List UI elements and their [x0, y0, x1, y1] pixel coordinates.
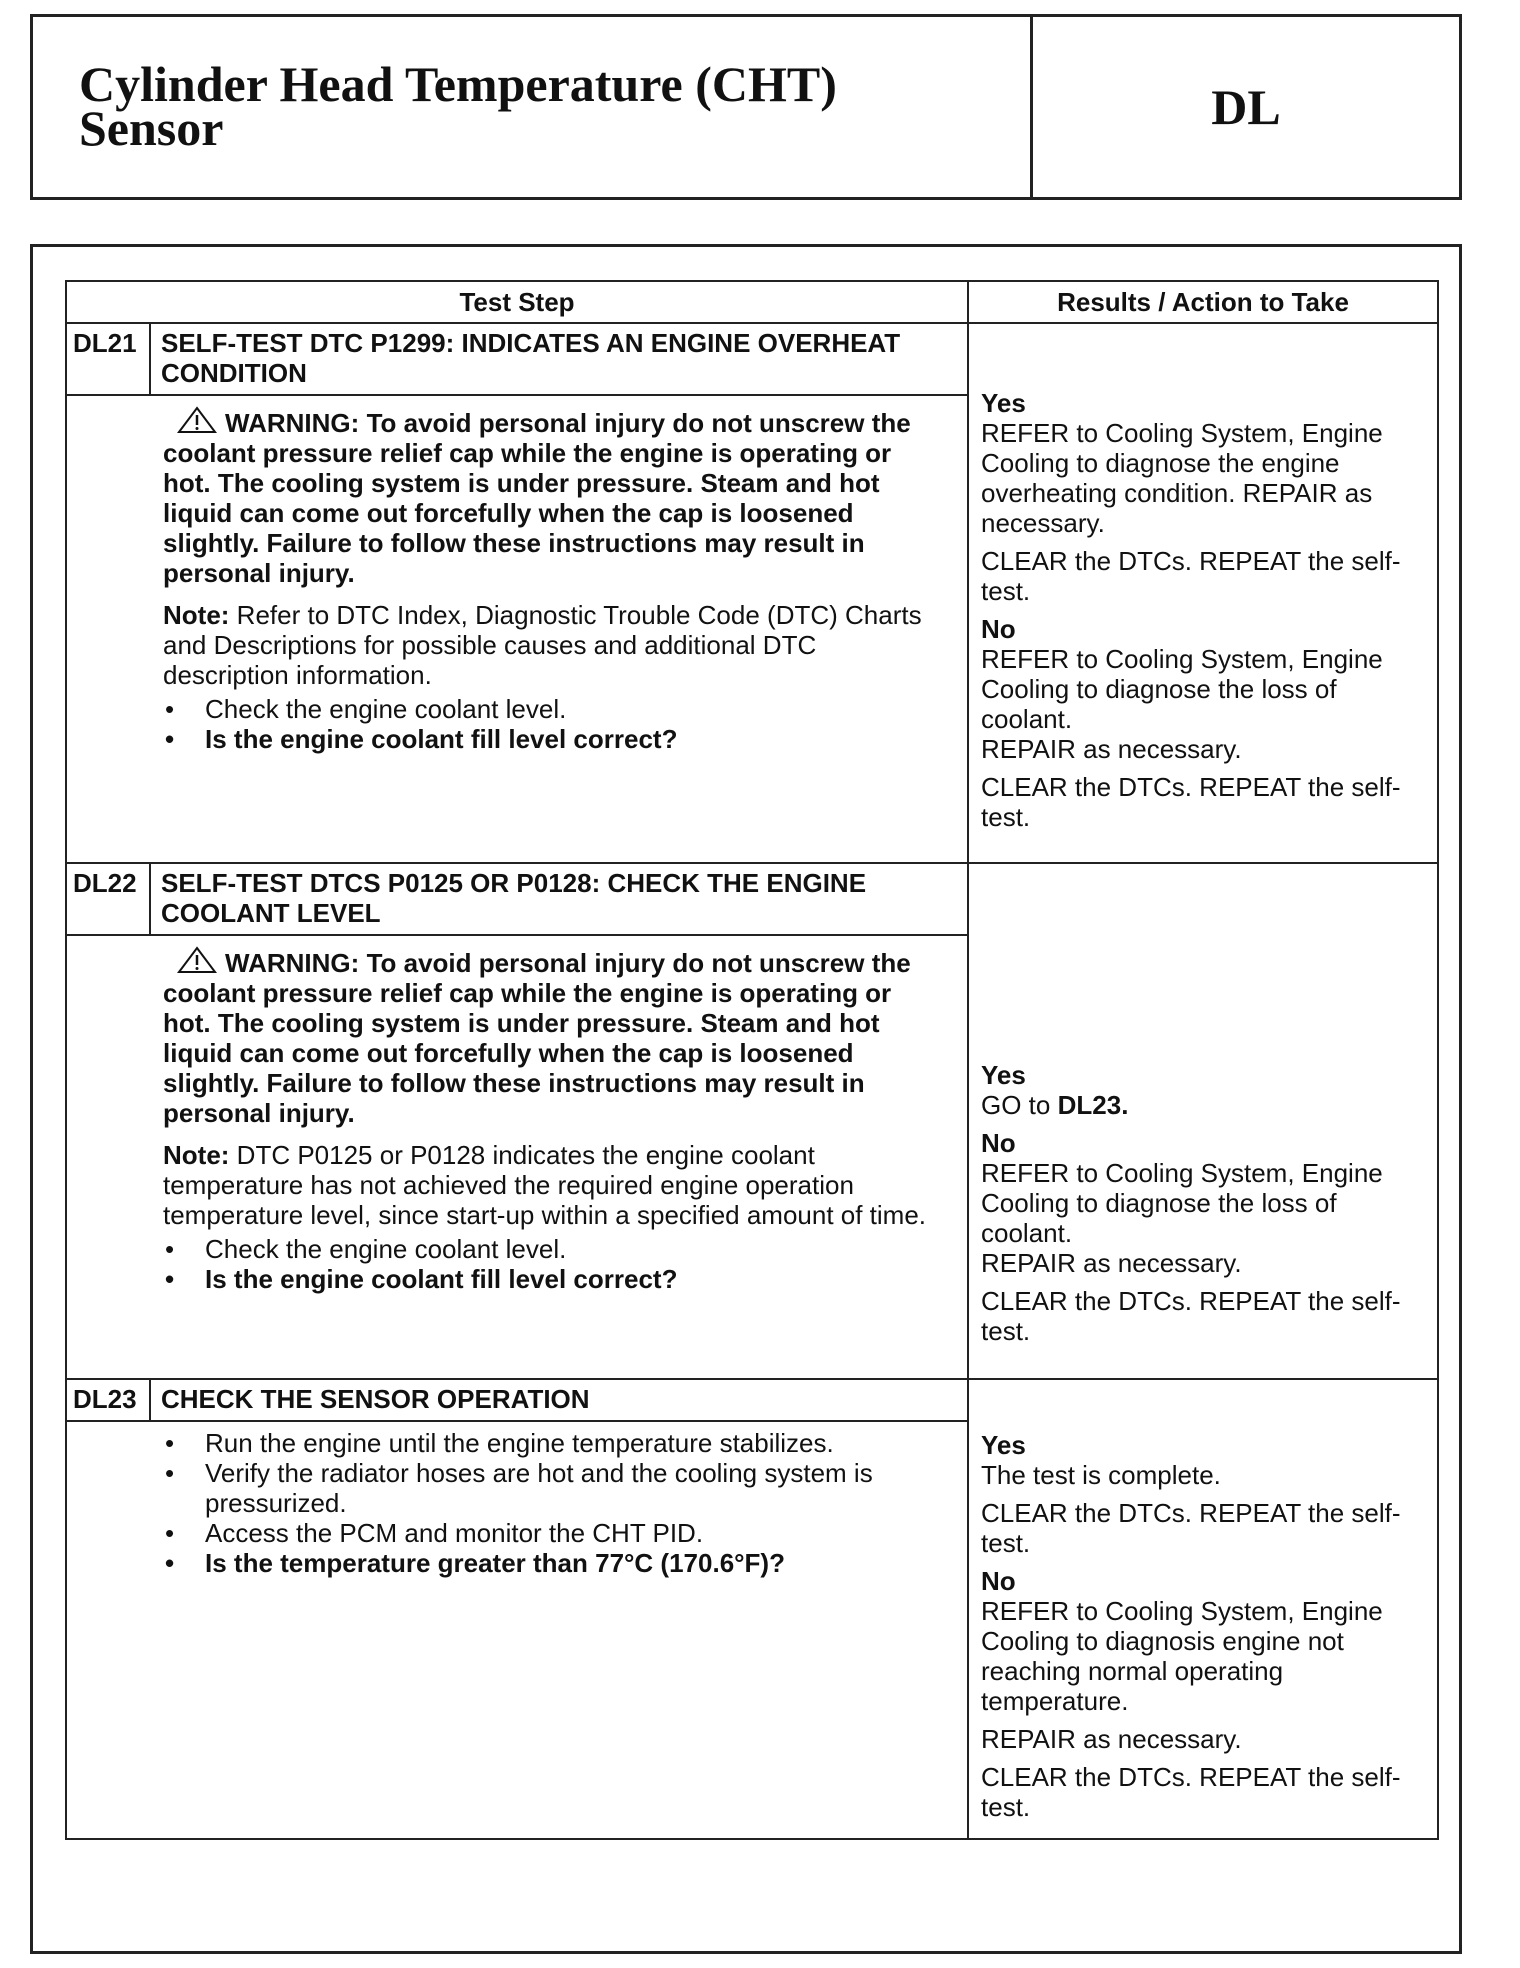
step-title: CHECK THE SENSOR OPERATION: [150, 1379, 968, 1421]
list-item: • Run the engine until the engine temperature stabilizes.: [205, 1428, 937, 1458]
list-item: • Check the engine coolant level.: [205, 1234, 937, 1264]
result-no-action: REPAIR as necessary.: [981, 734, 1242, 764]
result-no-action: REFER to Cooling System, Engine Cooling to diagnose the loss of coolant.: [981, 1158, 1383, 1248]
result-no-action: REPAIR as necessary.: [981, 1724, 1242, 1754]
result-no-label: No: [981, 614, 1016, 644]
column-header-results: Results / Action to Take: [968, 281, 1438, 323]
title-line-2: Sensor: [79, 100, 224, 156]
page-header: [30, 14, 1462, 200]
result-no-action: REPAIR as necessary.: [981, 1248, 1242, 1278]
result-yes-action: [981, 1090, 1427, 1120]
content-frame: [30, 244, 1462, 1954]
result-yes-action: CLEAR the DTCs. REPEAT the self-test.: [981, 1498, 1401, 1558]
warning-text: To avoid personal injury do not unscrew the coolant pressure relief cap while the engine is operating or hot. The cooling system is under pressure. Steam and hot liquid can come out forcefully when the cap is loosened slightly. Failure to follow these instructions may result in personal injury.: [163, 408, 911, 588]
warning-label: WARNING:: [225, 408, 360, 438]
test-step-table: [65, 280, 1439, 1840]
note: [163, 600, 937, 690]
step-body: [66, 935, 968, 1379]
step-question: • Is the engine coolant fill level correct?: [205, 724, 937, 754]
yes-prefix: GO to: [981, 1090, 1051, 1120]
step-results: [968, 323, 1438, 863]
title-line-1: Cylinder Head Temperature (CHT): [79, 56, 837, 112]
step-question: • Is the engine coolant fill level correct?: [205, 1264, 937, 1294]
step-body: [66, 395, 968, 863]
result-no-action: REFER to Cooling System, Engine Cooling to diagnose the loss of coolant.: [981, 644, 1383, 734]
warning-triangle-icon: [177, 946, 217, 974]
note-label: Note:: [163, 600, 230, 630]
warning-block: [163, 946, 937, 1128]
list-item: • Access the PCM and monitor the CHT PID.: [205, 1518, 937, 1548]
list-item: • Check the engine coolant level.: [205, 694, 937, 724]
step-question: • Is the temperature greater than 77°C (170.6°F)?: [205, 1548, 937, 1578]
step-title-row: [66, 323, 1438, 395]
step-body: [66, 1421, 968, 1839]
step-id: DL21: [66, 323, 150, 395]
step-title-row: [66, 1379, 1438, 1421]
result-no-label: No: [981, 1566, 1016, 1596]
step-id: DL22: [66, 863, 150, 935]
warning-block: [163, 406, 937, 588]
result-yes-label: Yes: [981, 1430, 1026, 1460]
step-title: SELF-TEST DTC P1299: INDICATES AN ENGINE OVERHEAT CONDITION: [150, 323, 968, 395]
step-results: [968, 863, 1438, 1379]
step-title: SELF-TEST DTCS P0125 OR P0128: CHECK THE ENGINE COOLANT LEVEL: [150, 863, 968, 935]
note-text: Refer to DTC Index, Diagnostic Trouble Code (DTC) Charts and Descriptions for possible causes and additional DTC description information.: [163, 600, 922, 690]
warning-label: WARNING:: [225, 948, 360, 978]
section-code: DL: [1211, 79, 1281, 135]
list-item: • Verify the radiator hoses are hot and the cooling system is pressurized.: [205, 1458, 937, 1518]
result-yes-label: Yes: [981, 388, 1026, 418]
step-id: DL23: [66, 1379, 150, 1421]
result-no-label: No: [981, 1128, 1016, 1158]
step-results: [968, 1379, 1438, 1839]
warning-triangle-icon: [177, 406, 217, 434]
result-no-action: CLEAR the DTCs. REPEAT the self-test.: [981, 1762, 1401, 1822]
step-title-row: [66, 863, 1438, 935]
warning-text: To avoid personal injury do not unscrew the coolant pressure relief cap while the engine is operating or hot. The cooling system is under pressure. Steam and hot liquid can come out forcefully when the cap is loosened slightly. Failure to follow these instructions may result in personal injury.: [163, 948, 911, 1128]
result-yes-action: The test is complete.: [981, 1460, 1221, 1490]
result-yes-action: REFER to Cooling System, Engine Cooling to diagnose the engine overheating condition. REPAIR as necessary.: [981, 418, 1383, 538]
table-header-row: [66, 281, 1438, 323]
result-no-action: CLEAR the DTCs. REPEAT the self-test.: [981, 772, 1401, 832]
step-bullets: [163, 1234, 937, 1294]
note-label: Note:: [163, 1140, 230, 1170]
page-title: [33, 17, 1033, 197]
step-bullets: [163, 1428, 937, 1578]
result-no-action: CLEAR the DTCs. REPEAT the self-test.: [981, 1286, 1401, 1346]
column-header-test-step: Test Step: [66, 281, 968, 323]
result-yes-label: Yes: [981, 1060, 1026, 1090]
note: [163, 1140, 937, 1230]
goto-step-link: DL23.: [1057, 1090, 1129, 1120]
result-yes-action: CLEAR the DTCs. REPEAT the self-test.: [981, 546, 1401, 606]
step-bullets: [163, 694, 937, 754]
result-no-action: REFER to Cooling System, Engine Cooling to diagnosis engine not reaching normal operating temperature.: [981, 1596, 1383, 1716]
note-text: DTC P0125 or P0128 indicates the engine coolant temperature has not achieved the required engine operation temperature level, since start-up within a specified amount of time.: [163, 1140, 927, 1230]
